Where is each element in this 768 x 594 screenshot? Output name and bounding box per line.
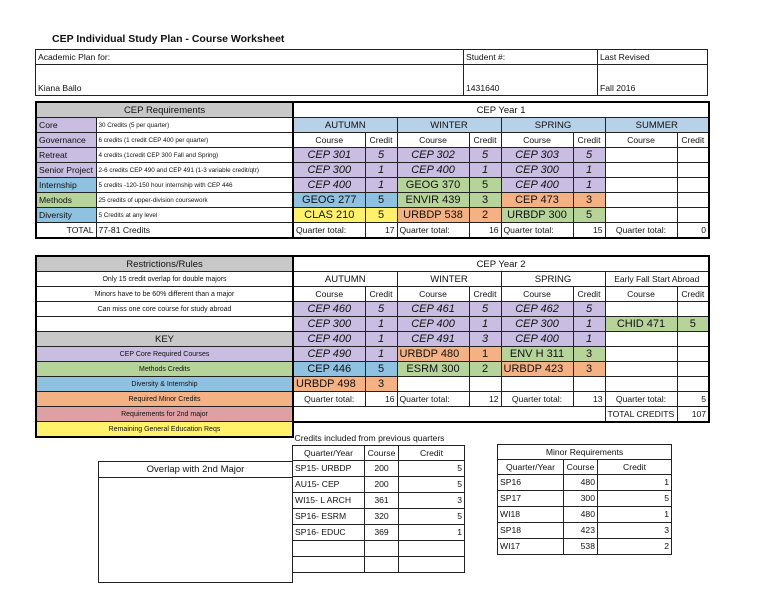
col-course: Course	[501, 287, 573, 302]
prev-cell: 361	[365, 493, 399, 509]
quarter-header: AUTUMN	[293, 118, 397, 133]
col-credit: Credit	[677, 287, 709, 302]
minor-cell: 1	[598, 475, 672, 491]
credit-cell	[677, 347, 709, 362]
credit-cell: 2	[469, 208, 501, 223]
course-cell: CHID 471	[605, 317, 677, 332]
course-cell	[605, 148, 677, 163]
col-course: Course	[605, 133, 677, 148]
course-cell: CEP 400	[397, 317, 469, 332]
credit-cell: 3	[573, 347, 605, 362]
total-credits: 107	[677, 407, 709, 423]
prev-header: Credit	[399, 446, 465, 461]
rules-title: Restrictions/Rules	[36, 256, 293, 272]
overlap-table	[98, 461, 293, 583]
quarter-header: WINTER	[397, 272, 501, 287]
col-course: Course	[605, 287, 677, 302]
course-cell: CEP 491	[397, 332, 469, 347]
total-credits-label: TOTAL CREDITS	[605, 407, 677, 423]
course-cell: CLAS 210	[293, 208, 365, 223]
header-table	[35, 49, 708, 96]
rule-item: Only 15 credit overlap for double majors	[36, 272, 293, 287]
credit-cell: 5	[573, 208, 605, 223]
credit-cell	[573, 377, 605, 392]
overlap-title: Overlap with 2nd Major	[99, 462, 293, 478]
requirements-title: CEP Requirements	[36, 102, 293, 118]
course-cell: CEP 446	[293, 362, 365, 377]
prev-cell	[293, 557, 365, 573]
req-name: Core	[36, 118, 96, 133]
quarter-total: 5	[677, 392, 709, 407]
course-cell	[605, 302, 677, 317]
key-item: Required Minor Credits	[36, 392, 293, 407]
key-item: Requirements for 2nd major	[36, 407, 293, 422]
course-cell: URBDP 538	[397, 208, 469, 223]
course-cell: CEP 400	[501, 178, 573, 193]
quarter-header: SUMMER	[605, 118, 709, 133]
total-label: TOTAL	[36, 223, 96, 239]
rule-item: Can miss one core course for study abroad	[36, 302, 293, 317]
col-credit: Credit	[469, 287, 501, 302]
minor-header: Credit	[598, 460, 672, 475]
course-cell: CEP 300	[293, 163, 365, 178]
plan-label: Academic Plan for:	[36, 50, 464, 65]
course-cell: GEOG 277	[293, 193, 365, 208]
quarter-header: SPRING	[501, 272, 605, 287]
req-name: Internship	[36, 178, 96, 193]
prev-cell: 369	[365, 525, 399, 541]
prev-credits-title: Credits included from previous quarters	[294, 432, 445, 443]
credit-cell: 5	[365, 302, 397, 317]
course-cell: CEP 460	[293, 302, 365, 317]
req-name: Governance	[36, 133, 96, 148]
year2-table	[292, 255, 710, 423]
credit-cell: 1	[573, 163, 605, 178]
col-course: Course	[501, 133, 573, 148]
course-cell: ESRM 300	[397, 362, 469, 377]
course-cell: URBDP 423	[501, 362, 573, 377]
credit-cell: 1	[469, 347, 501, 362]
req-desc: 5 credits -120-150 hour internship with CEP 446	[96, 178, 293, 193]
credit-cell: 1	[469, 317, 501, 332]
course-cell	[605, 347, 677, 362]
credit-cell	[469, 377, 501, 392]
course-cell: CEP 301	[293, 148, 365, 163]
quarter-total-label: Quarter total:	[397, 223, 469, 239]
course-cell	[605, 208, 677, 223]
credit-cell: 3	[365, 377, 397, 392]
prev-cell	[399, 557, 465, 573]
requirements-table	[35, 101, 294, 239]
course-cell: CEP 400	[397, 163, 469, 178]
quarter-total: 16	[469, 223, 501, 239]
course-cell	[605, 178, 677, 193]
credit-cell: 5	[365, 148, 397, 163]
prev-cell: WI15- L ARCH	[293, 493, 365, 509]
course-cell: CEP 400	[293, 332, 365, 347]
year1-table	[292, 101, 710, 239]
minor-header: Quarter/Year	[498, 460, 564, 475]
req-desc: 4 credits (1credit CEP 300 Fall and Spring)	[96, 148, 293, 163]
course-cell	[605, 193, 677, 208]
minor-cell: 480	[564, 507, 598, 523]
course-cell: URBDP 300	[501, 208, 573, 223]
quarter-header: SPRING	[501, 118, 605, 133]
credit-cell	[677, 163, 709, 178]
prev-cell: 3	[399, 493, 465, 509]
course-cell: CEP 300	[293, 317, 365, 332]
minor-cell: 300	[564, 491, 598, 507]
prev-cell: 200	[365, 461, 399, 477]
col-course: Course	[397, 133, 469, 148]
quarter-total-label: Quarter total:	[293, 223, 365, 239]
course-cell: CEP 400	[501, 332, 573, 347]
prev-cell: 5	[399, 477, 465, 493]
credit-cell: 1	[365, 178, 397, 193]
prev-cell: 5	[399, 461, 465, 477]
course-cell: CEP 300	[501, 163, 573, 178]
rules-key-table	[35, 255, 294, 438]
credit-cell: 3	[469, 332, 501, 347]
prev-credits-table	[292, 431, 465, 573]
course-cell: CEP 461	[397, 302, 469, 317]
req-name: Senior Project	[36, 163, 96, 178]
minor-cell: 538	[564, 539, 598, 555]
credit-cell: 1	[573, 178, 605, 193]
prev-cell: 320	[365, 509, 399, 525]
course-cell	[605, 362, 677, 377]
credit-cell: 1	[365, 317, 397, 332]
prev-cell	[365, 557, 399, 573]
key-item: Remaining General Education Reqs	[36, 422, 293, 438]
student-name: Kiana Ballo	[36, 65, 464, 96]
minor-header: Course	[564, 460, 598, 475]
quarter-total-label: Quarter total:	[605, 223, 677, 239]
course-cell: GEOG 370	[397, 178, 469, 193]
req-name: Diversity	[36, 208, 96, 223]
col-credit: Credit	[365, 287, 397, 302]
col-course: Course	[397, 287, 469, 302]
quarter-total: 13	[573, 392, 605, 407]
prev-cell: SP16- EDUC	[293, 525, 365, 541]
minor-cell: 5	[598, 491, 672, 507]
credit-cell: 5	[469, 148, 501, 163]
key-item: CEP Core Required Courses	[36, 347, 293, 362]
course-cell: CEP 300	[501, 317, 573, 332]
quarter-header: Early Fall Start Abroad	[605, 272, 709, 287]
course-cell: ENVIR 439	[397, 193, 469, 208]
credit-cell	[677, 362, 709, 377]
prev-cell	[399, 541, 465, 557]
quarter-total-label: Quarter total:	[397, 392, 469, 407]
credit-cell	[677, 193, 709, 208]
course-cell	[605, 163, 677, 178]
minor-title: Minor Requirements	[498, 445, 672, 460]
quarter-total-label: Quarter total:	[293, 392, 365, 407]
course-cell: CEP 302	[397, 148, 469, 163]
prev-cell: 5	[399, 509, 465, 525]
credit-cell: 3	[573, 193, 605, 208]
credit-cell: 1	[365, 332, 397, 347]
credit-cell: 5	[365, 208, 397, 223]
prev-cell: SP16- ESRM	[293, 509, 365, 525]
year1-title: CEP Year 1	[293, 102, 709, 118]
col-credit: Credit	[573, 287, 605, 302]
revised-date: Fall 2016	[598, 65, 708, 96]
key-item: Diversity & Internship	[36, 377, 293, 392]
credit-cell: 5	[469, 302, 501, 317]
rule-item: Minors have to be 60% different than a major	[36, 287, 293, 302]
credit-cell: 5	[469, 178, 501, 193]
course-cell: CEP 400	[293, 178, 365, 193]
col-credit: Credit	[573, 133, 605, 148]
quarter-total-label: Quarter total:	[501, 223, 573, 239]
prev-cell: 200	[365, 477, 399, 493]
quarter-total: 17	[365, 223, 397, 239]
credit-cell	[677, 178, 709, 193]
revised-label: Last Revised	[598, 50, 708, 65]
req-desc: 5 Credits at any level	[96, 208, 293, 223]
quarter-header: WINTER	[397, 118, 501, 133]
req-desc: 2-6 credits CEP 490 and CEP 491 (1-3 variable credit/qtr)	[96, 163, 293, 178]
course-cell: CEP 473	[501, 193, 573, 208]
minor-cell: 423	[564, 523, 598, 539]
course-cell: ENV H 311	[501, 347, 573, 362]
course-cell: CEP 303	[501, 148, 573, 163]
key-item: Methods Credits	[36, 362, 293, 377]
course-cell	[501, 377, 573, 392]
req-desc: 25 credits of upper-division coursework	[96, 193, 293, 208]
credit-cell: 1	[573, 332, 605, 347]
minor-cell: WI18	[498, 507, 564, 523]
minor-cell: SP16	[498, 475, 564, 491]
course-cell	[605, 377, 677, 392]
course-cell	[397, 377, 469, 392]
req-desc: 30 Credits (5 per quarter)	[96, 118, 293, 133]
total-value: 77-81 Credits	[96, 223, 293, 239]
prev-cell: SP15- URBDP	[293, 461, 365, 477]
year2-title: CEP Year 2	[293, 256, 709, 272]
student-number: 1431640	[464, 65, 598, 96]
req-name: Retreat	[36, 148, 96, 163]
prev-cell	[293, 541, 365, 557]
credit-cell	[677, 302, 709, 317]
minor-cell: 3	[598, 523, 672, 539]
col-course: Course	[293, 287, 365, 302]
credit-cell	[677, 148, 709, 163]
overlap-body	[99, 478, 293, 583]
minor-cell: SP18	[498, 523, 564, 539]
credit-cell: 5	[365, 193, 397, 208]
credit-cell: 3	[573, 362, 605, 377]
quarter-total-label: Quarter total:	[501, 392, 573, 407]
course-cell: URBDP 498	[293, 377, 365, 392]
spacer-row	[36, 317, 293, 332]
prev-cell	[365, 541, 399, 557]
course-cell	[605, 332, 677, 347]
minor-table	[497, 444, 672, 555]
req-name: Methods	[36, 193, 96, 208]
prev-cell: AU15- CEP	[293, 477, 365, 493]
minor-cell: 480	[564, 475, 598, 491]
prev-header: Quarter/Year	[293, 446, 365, 461]
quarter-total: 0	[677, 223, 709, 239]
quarter-total-label: Quarter total:	[605, 392, 677, 407]
credit-cell: 3	[469, 193, 501, 208]
credit-cell: 5	[573, 148, 605, 163]
spacer-cell	[293, 407, 605, 423]
col-credit: Credit	[469, 133, 501, 148]
credit-cell: 5	[677, 317, 709, 332]
credit-cell: 1	[469, 163, 501, 178]
col-credit: Credit	[677, 133, 709, 148]
course-cell: CEP 490	[293, 347, 365, 362]
student-label: Student #:	[464, 50, 598, 65]
minor-cell: WI17	[498, 539, 564, 555]
page-title: CEP Individual Study Plan - Course Worksheet	[52, 33, 285, 45]
quarter-total: 15	[573, 223, 605, 239]
credit-cell	[677, 377, 709, 392]
credit-cell: 2	[469, 362, 501, 377]
req-desc: 6 credits (1 credit CEP 400 per quarter)	[96, 133, 293, 148]
quarter-header: AUTUMN	[293, 272, 397, 287]
course-cell: URBDP 480	[397, 347, 469, 362]
credit-cell	[677, 332, 709, 347]
minor-cell: 1	[598, 507, 672, 523]
key-title: KEY	[36, 332, 293, 347]
col-credit: Credit	[365, 133, 397, 148]
credit-cell	[677, 208, 709, 223]
minor-cell: 2	[598, 539, 672, 555]
prev-cell: 1	[399, 525, 465, 541]
credit-cell: 1	[573, 317, 605, 332]
minor-cell: SP17	[498, 491, 564, 507]
course-cell: CEP 462	[501, 302, 573, 317]
credit-cell: 5	[365, 362, 397, 377]
credit-cell: 1	[365, 163, 397, 178]
credit-cell: 5	[573, 302, 605, 317]
credit-cell: 1	[365, 347, 397, 362]
quarter-total: 12	[469, 392, 501, 407]
prev-header: Course	[365, 446, 399, 461]
quarter-total: 16	[365, 392, 397, 407]
col-course: Course	[293, 133, 365, 148]
